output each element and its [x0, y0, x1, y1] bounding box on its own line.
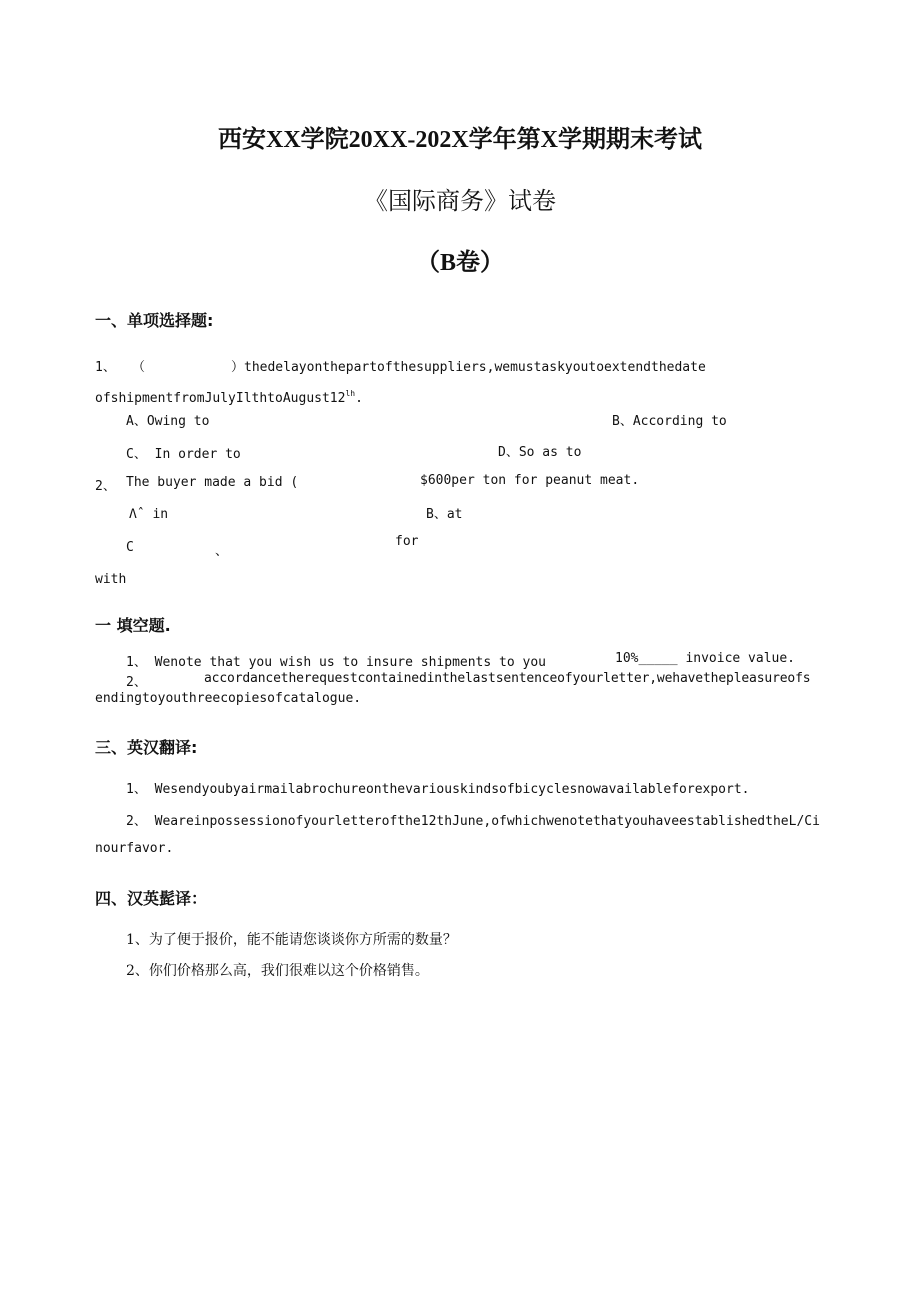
q1-option-b: B、According to: [612, 414, 727, 429]
translate-q2-line2: nourfavor.: [95, 841, 174, 856]
fill-q2-text-line2: endingtoyouthreecopiesofcatalogue.: [95, 691, 362, 706]
paper-version-label: （B卷）: [415, 250, 504, 276]
cn-translate-q2: 2、你们价格那么高，我们很难以这个价格销售。: [126, 963, 429, 979]
q2-option-d: with: [95, 572, 127, 587]
q1-text-line2-end: .: [355, 391, 363, 406]
q2-option-b: B、at: [426, 507, 463, 522]
q2-option-c-mark: 、: [215, 544, 229, 559]
fill-q2-text-line1: accordancetherequestcontainedinthelastsentenceofyourletter,wehavethepleasureofs: [204, 671, 811, 686]
q1-number: 1、: [95, 360, 116, 375]
section-heading-en-cn-translation: 三、英汉翻译:: [95, 738, 198, 757]
section-heading-fill-blank: 一 填空题.: [95, 616, 171, 635]
q2-option-c-word: for: [395, 534, 419, 549]
translate-q1: 1、 Wesendyoubyairmailabrochureonthevariouskindsofbicyclesnowavailableforexport.: [126, 782, 750, 797]
q2-text-part1: The buyer made a bid (: [126, 475, 299, 490]
q2-number: 2、: [95, 479, 116, 494]
q1-text-line2-main: ofshipmentfromJulyIlthtoAugust12: [95, 391, 346, 406]
q1-option-a: A、Owing to: [126, 414, 210, 429]
q1-paren-open: （: [132, 360, 146, 375]
fill-q1-value: 10%_____ invoice value.: [615, 651, 796, 666]
q2-option-c-letter: C: [126, 540, 134, 555]
section-heading-multiple-choice: 一、单项选择题:: [95, 311, 214, 330]
q1-text-line1: ）thedelayonthepartofthesuppliers,wemustaskyoutoextendthedate: [231, 360, 706, 375]
translate-q2-line1: 2、 Weareinpossessionofyourletterofthe12thJune,ofwhichwenotethatyouhaveestablishedtheL/Ci: [126, 814, 820, 829]
fill-q1-text: 1、 Wenote that you wish us to insure shipments to you: [126, 655, 546, 670]
q2-text-part2: $600per ton for peanut meat.: [420, 473, 640, 488]
q2-option-a: Λˆ in: [129, 507, 169, 522]
q1-option-d: D、So as to: [498, 445, 582, 460]
fill-q2-number: 2、: [126, 675, 147, 690]
exam-title: 西安XX学院20XX-202X学年第X学期期末考试: [218, 127, 702, 153]
q1-text-line2: [95, 389, 363, 406]
section-heading-cn-en-translation: 四、汉英髭译：: [95, 889, 208, 908]
paper-subject-title: 《国际商务》试卷: [364, 189, 556, 215]
cn-translate-q1: 1、为了便于报价，能不能请您谈谈你方所需的数量？: [126, 932, 457, 948]
q1-superscript: lh: [345, 389, 356, 398]
q1-option-c: C、 In order to: [126, 447, 241, 462]
